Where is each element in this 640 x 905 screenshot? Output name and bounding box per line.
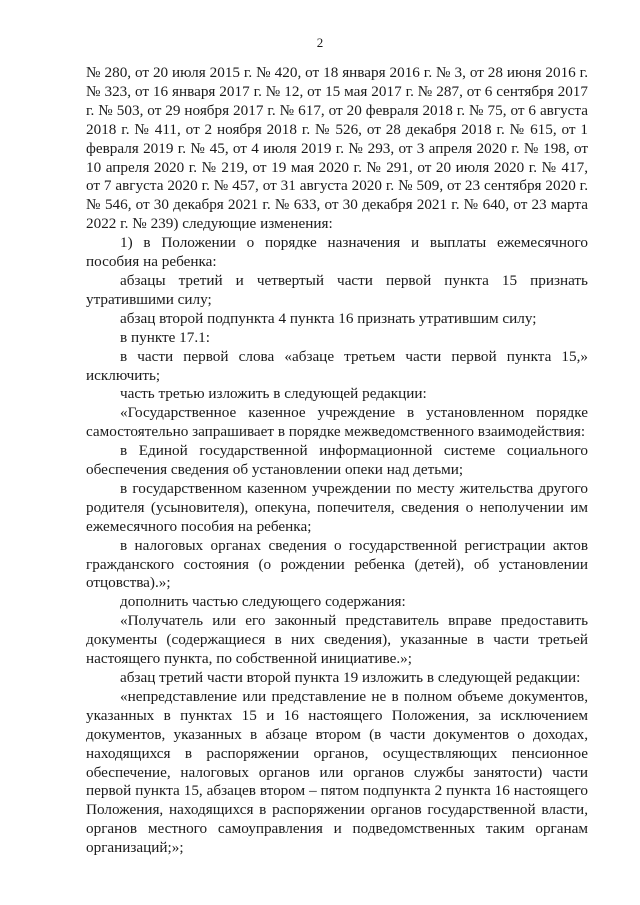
paragraph-clause-17-1: в пункте 17.1:: [120, 328, 210, 346]
paragraph-clause-19: абзац третий части второй пункта 19 изложить в следующей редакции:: [120, 669, 581, 686]
paragraph-clause-15: абзацы третий и четвертый части первой пункта 15 признать утратившими силу;: [86, 271, 588, 308]
paragraph-add-part: дополнить частью следующего содержания:: [120, 593, 406, 611]
document-body: [86, 64, 588, 858]
paragraph-clause-16: абзац второй подпункта 4 пункта 16 признать утратившим силу;: [120, 309, 537, 327]
paragraph-quote-recipient: «Получатель или его законный представитель вправе предоставить документы (содержащиеся в них сведения), указанные в части третьей настоящего пункта, по собственной инициативе.»;: [86, 612, 588, 668]
paragraph-part-one: в части первой слова «абзаце третьем части первой пункта 15,» исключить;: [86, 347, 588, 384]
page-number: 2: [316, 35, 324, 50]
paragraph-quote-eisso: в Единой государственной информационной системе социального обеспечения сведения об установлении опеки над детьми;: [86, 442, 588, 479]
paragraph-item-1: 1) в Положении о порядке назначения и выплаты ежемесячного пособия на ребенка:: [86, 234, 588, 271]
paragraph-decree-list: № 280, от 20 июля 2015 г. № 420, от 18 января 2016 г. № 3, от 28 июня 2016 г. № 323, от 16 января 2017 г. № 12, от 15 мая 2017 г. № 287, от 6 сентября 2017 г. № 503, от 29 ноября 2017 г. № 617, от 20 февраля 2018 г. № 75, от 6 августа 2018 г. № 411, от 2 ноября 2018 г. № 526, от 28 декабря 2018 г. № 615, от 1 февраля 2019 г. № 45, от 4 июля 2019 г. № 293, от 3 апреля 2020 г. № 198, от 10 апреля 2020 г. № 219, от 19 мая 2020 г. № 291, от 20 июля 2020 г. № 417, от 7 августа 2020 г. № 457, от 31 августа 2020 г. № 509, от 23 сентября 2020 г. № 546, от 30 декабря 2021 г. № 633, от 30 декабря 2021 г. № 640, от 23 марта 2022 г. № 239) следующие изменения:: [86, 64, 588, 233]
paragraph-quote-nonsubmission: «непредставление или представление не в полном объеме документов, указанных в пунктах 15 и 16 настоящего Положения, за исключением документов, указанных в абзаце втором (в части документов о доходах, находящихся в распоряжении органов, осуществляющих пенсионное обеспечение, налоговых органов или органов службы занятости) части первой пункта 15, абзацев втором – пятом подпункта 2 пункта 16 настоящего Положения, находящихся в распоряжении органов государственной власти, органов местного самоуправления и подведомственных таким органам организаций;»;: [86, 687, 588, 857]
paragraph-quote-other-parent: в государственном казенном учреждении по месту жительства другого родителя (усыновителя), опекуна, попечителя, сведения о неполучении им ежемесячного пособия на ребенка;: [86, 479, 588, 535]
paragraph-quote-tax: в налоговых органах сведения о государственной регистрации актов гражданского состояния (о рождении ребенка (детей), об установлении отцовства).»;: [86, 536, 588, 592]
paragraph-quote-agency: «Государственное казенное учреждение в установленном порядке самостоятельно запрашивает в порядке межведомственного взаимодействия:: [86, 404, 588, 441]
paragraph-part-three-intro: часть третью изложить в следующей редакции:: [120, 385, 427, 403]
